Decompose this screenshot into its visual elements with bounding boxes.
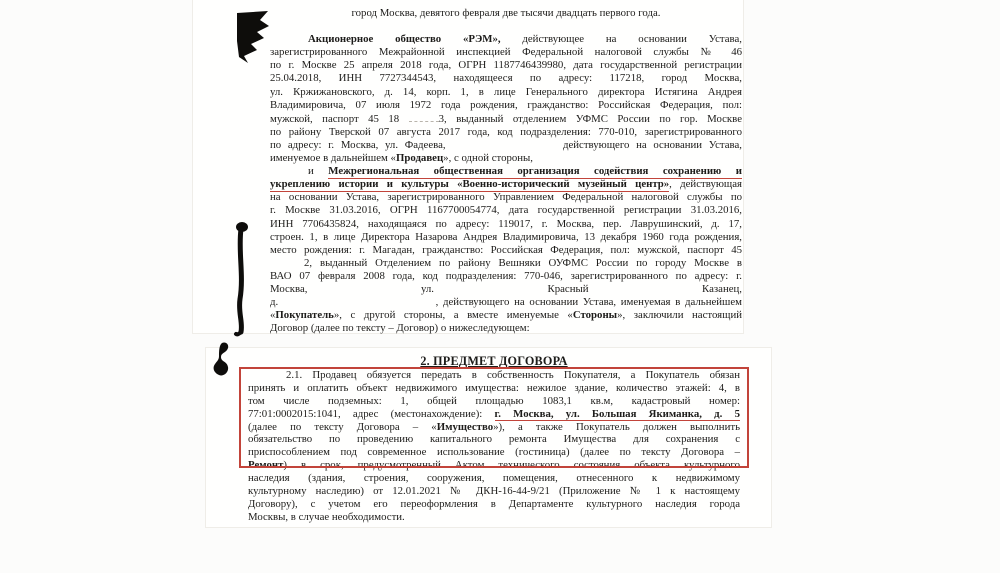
text-segment: место рождения: г. Магадан, гражданство: Российская Федерация, пол: мужской, паспорт 45 [270,243,742,256]
text-segment: Ремонт [248,459,284,472]
text-line [248,446,740,459]
text-segment: 25.04.2018, ИНН 7727344543, находящееся по адресу: 117218, город Москва, [270,72,742,85]
text-segment: Владимировича, 07 июля 1972 года рождения, гражданство: Российская Федерация, пол: [270,98,742,111]
text-segment: Имущество [436,420,494,433]
text-segment: « [270,309,276,322]
text-segment: », заключили настоящий [617,309,742,322]
text-segment: , действующего на основании Устава, именуемая в дальнейшем [430,296,742,309]
text-segment: 2, выданный Отделением по району Вешняки ОУФМС России по городу Москве в [304,256,742,269]
text-segment: ул. Кржижановского, д. 14, корп. 1, в лице Генерального директора Истягина Андрея [270,85,742,98]
text-segment: том числе подземных: 1, общей площадью 1083,1 кв.м, кадастровый номер: [248,394,740,407]
text-line [270,59,742,72]
text-line [270,112,742,126]
text-segment: ИНН 7706435824, находящаяся по адресу: 119017, г. Москва, пер. Лаврушинский, д. 17, [270,217,742,230]
text-line [270,191,742,204]
text-segment: ВАО 07 февраля 2008 года, код подразделения: 770-046, зарегистрированного по адресу: г. [270,269,742,282]
text-segment: по г. Москве 25 апреля 2018 года, ОГРН 1187746439980, дата государственной регистрации [270,59,742,72]
text-segment: обязательство по проведению капитального ремонта Имущества для сохранения с [248,433,740,446]
text-segment: », с одной стороны, [443,152,533,165]
text-line [270,178,742,191]
text-segment: ) в срок, предусмотренный Актом технического состояния объекта культурного [283,459,740,472]
text-segment: Договор (далее по тексту – Договор) о нижеследующем: [270,322,530,335]
text-line [248,369,740,382]
text-line [248,485,740,498]
text-line [270,126,742,139]
fragment-1-text [270,7,742,335]
text-segment: », с другой стороны, а вместе именуемые « [333,309,573,322]
text-segment: строен. 1, в лице Директора Назарова Андрея Владимировича, 13 декабря 1960 года рождения, [270,230,742,243]
text-line [270,165,742,178]
text-segment: »), а также Покупатель должен выполнить [493,420,740,433]
red-underlined-text: укреплению истории и культуры «Военно-исторический музейный центр» [270,178,670,191]
text-segment: 2.1. Продавец обязуется передать в собственность Покупателя, а Покупатель обязан [286,368,740,381]
text-line [270,152,742,165]
ink-stroke-vertical-icon [232,221,254,337]
text-line [270,46,742,59]
text-line [270,244,742,257]
redaction-gap [270,172,308,174]
text-line [248,511,740,524]
text-line [248,395,740,408]
red-underlined-text: Межрегиональная общественная организация содействия сохранению и [328,165,742,178]
text-segment: 77:01:0002015:1041, адрес (местонахождение): [248,407,495,420]
redaction-gap [248,376,286,378]
contract-scan-fragment-1 [192,0,744,334]
text-segment: на основании Устава, зарегистрированного Управлением Федеральной налоговой службы по [270,191,742,204]
contract-scan-fragment-2 [205,347,772,528]
fragment-2-text [248,355,740,524]
text-line [270,33,742,46]
text-segment: г. Москве 31.03.2016, ОГРН 1167700054774, дата государственной регистрации 31.03.2016, [270,204,742,217]
text-segment: Покупатель [275,309,334,322]
text-line [270,322,742,335]
text-segment: зарегистрированного Межрайонной инспекцией Федеральной налоговой службы № 46 [270,46,742,59]
text-segment: город Москва, девятого февраля две тысячи двадцать первого года. [351,7,661,19]
text-segment: действующее на основании Устава, [500,33,742,46]
text-line [270,309,742,322]
ink-blot-flag-icon [236,11,272,63]
ink-blot-comma-icon [210,342,232,376]
text-segment: д. [270,296,283,309]
text-line [270,86,742,99]
text-segment: Акционерное общество «РЭМ», [308,33,501,46]
text-line [248,472,740,485]
text-segment: культурному наследию) от 12.01.2021 № ДКН-16-44-9/21 (Приложение № 1 к настоящему [248,485,740,498]
text-segment: по району Тверской 07 августа 2017 года, код подразделения: 770-010, зарегистрированного [270,125,742,138]
text-segment: принять и оплатить объект недвижимого имущества: нежилое здание, количество этажей: 4, в [248,381,740,394]
text-segment: именуемое в дальнейшем « [270,152,396,165]
text-line [270,72,742,85]
text-line [248,355,740,369]
text-segment: наследия (здания, строения, сооружения, помещения, отнесенного к недвижимому [248,472,740,485]
redaction-gap [409,112,439,122]
text-segment: Стороны [572,309,618,322]
text-segment: Москвы, в случае необходимости. [248,510,405,523]
text-line [248,382,740,395]
text-line [248,408,740,421]
text-segment: (далее по тексту Договора – « [248,420,437,433]
text-segment: и [308,165,329,178]
text-line [270,283,742,296]
text-line [270,139,742,152]
text-line [270,20,742,33]
text-segment: действующего на основании Устава, [556,138,742,151]
text-segment: 3, выданный отделением УФМС России по гор. Москве [438,112,743,125]
text-line [270,218,742,231]
text-line [248,459,740,472]
red-underlined-text: г. Москва, ул. Большая Якиманка, д. 5 [494,407,740,420]
text-line [270,231,742,244]
text-segment: приспособлением под современное использование (гостиница) (далее по тексту Договора – [248,446,740,459]
text-segment: 2. ПРЕДМЕТ ДОГОВОРА [420,354,568,368]
text-segment: Продавец [395,152,444,165]
text-segment: по адресу: г. Москва, ул. Фадеева, [270,138,453,151]
text-line [248,421,740,434]
text-line [270,204,742,217]
text-line [248,498,740,511]
text-segment: мужской, паспорт 45 18 [270,112,409,125]
text-line [270,257,742,270]
text-segment: Москва, ул. Красный Казанец, [270,282,742,295]
redaction-gap [283,303,431,305]
redaction-gap [452,146,556,148]
text-line [270,296,742,309]
text-segment: , действующая [669,178,742,191]
text-line [270,7,742,20]
redaction-gap [270,40,308,42]
text-segment: Договору), с учетом его переоформления в Департаменте культурного наследия города [248,497,740,510]
text-line [270,99,742,112]
text-line [270,270,742,283]
text-line [248,433,740,446]
redaction-gap [270,264,304,266]
